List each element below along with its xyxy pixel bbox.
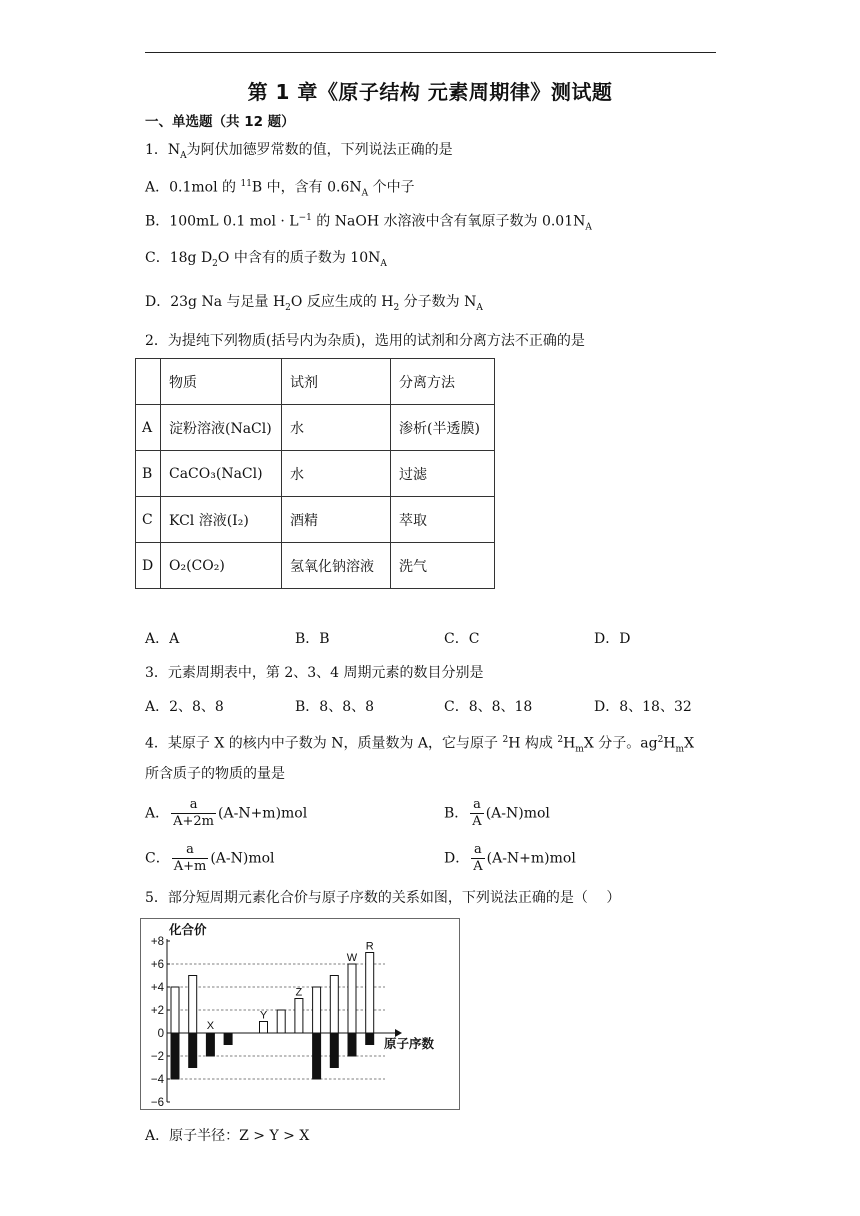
positive-bar xyxy=(189,976,197,1034)
q2-option-d[interactable]: D．D xyxy=(594,631,631,647)
positive-bar xyxy=(295,999,303,1034)
fraction: $\frac{a}{A+2m}$ xyxy=(173,797,215,829)
q4-stem-line1: 4．某原子 X 的核内中子数为 N，质量数为 A，它与原子 $^2$H 构成 $^2H_mX$ 分子。$ag^2H_mX$ xyxy=(145,735,695,755)
negative-bar xyxy=(313,1033,321,1079)
x-axis-arrow xyxy=(395,1029,402,1037)
negative-bar xyxy=(330,1033,338,1068)
bar-label: W xyxy=(346,952,358,964)
table-header-cell: 物质 xyxy=(161,359,282,405)
bar-label: X xyxy=(206,1020,215,1032)
q3-option-a[interactable]: A．2、8、8 xyxy=(145,699,224,715)
q3-stem: 3．元素周期表中，第 2、3、4 周期元素的数目分别是 xyxy=(145,665,484,681)
q5-option-a[interactable]: A．原子半径：Z > Y > X xyxy=(145,1128,310,1144)
y-tick-label: +6 xyxy=(150,959,164,971)
q4-option-d[interactable]: D． $\frac{a}{A}$ (A-N+m)mol xyxy=(444,842,576,874)
table-header-cell xyxy=(136,359,161,405)
q1-option-c[interactable]: C．18g $D_2O$ 中含有的质子数为 $10N_A$ xyxy=(145,250,387,269)
q2-table xyxy=(135,358,495,589)
table-cell: C xyxy=(136,497,161,543)
q3-option-b[interactable]: B．8、8、8 xyxy=(295,699,375,715)
x-axis-label: 原子序数 xyxy=(384,1037,435,1051)
table-cell: 过滤 xyxy=(391,451,495,497)
table-cell: CaCO₃(NaCl) xyxy=(161,451,282,497)
positive-bar xyxy=(277,1010,285,1033)
y-tick-label: −6 xyxy=(150,1097,164,1109)
table-row xyxy=(136,497,495,543)
negative-bar xyxy=(189,1033,197,1068)
table-cell: 渗析(半透膜) xyxy=(391,405,495,451)
table-cell: A xyxy=(136,405,161,451)
table-cell: 氢氧化钠溶液 xyxy=(282,543,391,589)
table-cell: 萃取 xyxy=(391,497,495,543)
q5-stem: 5．部分短周期元素化合价与原子序数的关系如图，下列说法正确的是（ ） xyxy=(145,890,621,906)
table-header-row xyxy=(136,359,495,405)
q1-option-a[interactable]: A．0.1mol 的 $^{11}$B 中，含有 $0.6N_A$ 个中子 xyxy=(145,179,415,199)
table-header-cell: 试剂 xyxy=(282,359,391,405)
negative-bar xyxy=(224,1033,232,1045)
valence-chart xyxy=(140,918,460,1110)
q4-option-b[interactable]: B． $\frac{a}{A}$ (A-N)mol xyxy=(444,797,550,829)
q2-stem: 2．为提纯下列物质(括号内为杂质)，选用的试剂和分离方法不正确的是 xyxy=(145,333,585,349)
fraction: $\frac{a}{A+m}$ xyxy=(173,842,207,874)
positive-bar xyxy=(171,987,179,1033)
table-cell: 水 xyxy=(282,405,391,451)
y-tick-label: −4 xyxy=(150,1074,164,1086)
q1-stem: 1．$N_A$为阿伏加德罗常数的值，下列说法正确的是 xyxy=(145,142,453,161)
positive-bar xyxy=(313,987,321,1033)
y-tick-label: +2 xyxy=(150,1005,164,1017)
table-row xyxy=(136,451,495,497)
bar-label: R xyxy=(365,940,374,953)
page-title: 第 1 章《原子结构 元素周期律》测试题 xyxy=(247,80,613,104)
q3-option-c[interactable]: C．8、8、18 xyxy=(444,699,533,715)
q1-option-b[interactable]: B．100mL 0.1 mol · $L^{-1}$ 的 NaOH 水溶液中含有氧原子数为 $0.01N_A$ xyxy=(145,213,592,233)
y-axis-label: 化合价 xyxy=(169,923,207,937)
header-rule xyxy=(145,52,716,53)
positive-bar xyxy=(330,976,338,1034)
q1-option-d[interactable]: D．23g Na 与足量 $H_2O$ 反应生成的 $H_2$ 分子数为 $N_A$ xyxy=(145,294,483,313)
negative-bar xyxy=(348,1033,356,1056)
q3-option-d[interactable]: D．8、18、32 xyxy=(594,699,692,715)
section-heading: 一、单选题（共 12 题） xyxy=(145,114,295,130)
fraction: $\frac{a}{A}$ xyxy=(473,842,483,874)
y-tick-label: +8 xyxy=(150,936,164,948)
y-tick-label: −2 xyxy=(150,1051,164,1063)
q2-option-c[interactable]: C．C xyxy=(444,631,480,647)
negative-bar xyxy=(171,1033,179,1079)
positive-bar xyxy=(366,953,374,1034)
q2-option-a[interactable]: A．A xyxy=(145,631,180,647)
table-row xyxy=(136,405,495,451)
q4-stem-line2: 所含质子的物质的量是 xyxy=(145,766,285,782)
table-cell: B xyxy=(136,451,161,497)
q2-option-b[interactable]: B．B xyxy=(295,631,330,647)
table-cell: 水 xyxy=(282,451,391,497)
y-tick-label: +4 xyxy=(150,982,164,994)
table-cell: 淀粉溶液(NaCl) xyxy=(161,405,282,451)
table-cell: D xyxy=(136,543,161,589)
positive-bar xyxy=(348,964,356,1033)
table-cell: 酒精 xyxy=(282,497,391,543)
table-header-cell: 分离方法 xyxy=(391,359,495,405)
positive-bar xyxy=(260,1022,268,1034)
negative-bar xyxy=(366,1033,374,1045)
bar-label: Y xyxy=(259,1009,268,1022)
bar-label: Z xyxy=(295,986,303,999)
table-cell: O₂(CO₂) xyxy=(161,543,282,589)
y-tick-label: 0 xyxy=(157,1028,164,1040)
valence-chart-svg xyxy=(140,918,460,1110)
table-cell: KCl 溶液(I₂) xyxy=(161,497,282,543)
table-cell: 洗气 xyxy=(391,543,495,589)
q4-option-c[interactable]: C． $\frac{a}{A+m}$ (A-N)mol xyxy=(145,842,275,874)
q4-option-a[interactable]: A． $\frac{a}{A+2m}$ (A-N+m)mol xyxy=(145,797,308,829)
table-row xyxy=(136,543,495,589)
fraction: $\frac{a}{A}$ xyxy=(472,797,482,829)
negative-bar xyxy=(206,1033,214,1056)
